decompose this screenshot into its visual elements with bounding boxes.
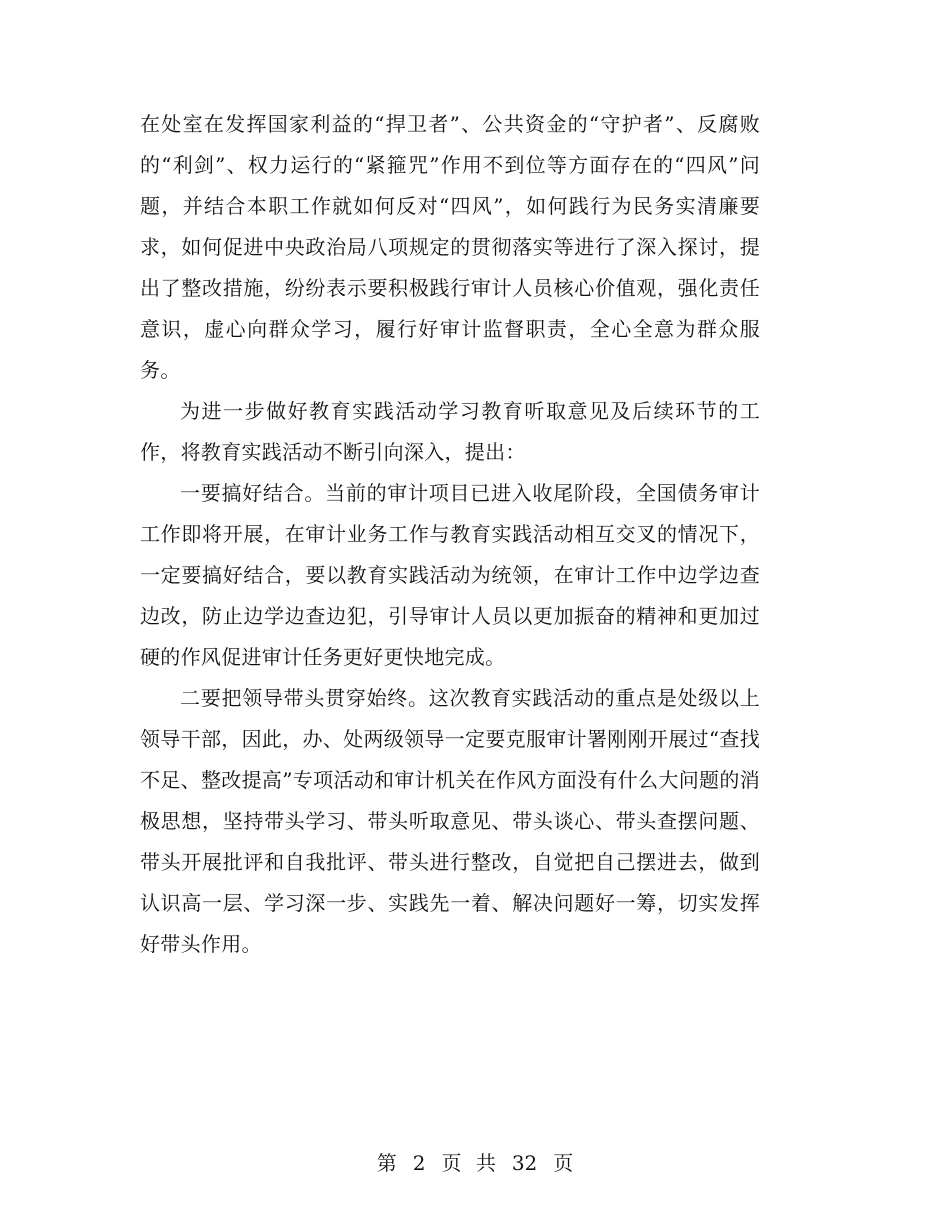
paragraph-1: 在处室在发挥国家利益的“捍卫者”、公共资金的“守护者”、反腐败的“利剑”、权力运行的“紧箍咒”作用不到位等方面存在的“四风”问题，并结合本职工作就如何反对“四风”，如何践行为民务实清廉要求，如何促进中央政治局八项规定的贯彻落实等进行了深入探讨，提出了整改措施，纷纷表示要积极践行审计人员核心价值观，强化责任意识，虚心向群众学习，履行好审计监督职责，全心全意为群众服务。 [140, 112, 760, 382]
footer-suffix: 页 [553, 1151, 574, 1175]
paragraph-2: 为进一步做好教育实践活动学习教育听取意见及后续环节的工作，将教育实践活动不断引向深入，提出： [140, 399, 760, 464]
current-page-number: 2 [412, 1151, 426, 1175]
footer-total-prefix: 共 [475, 1151, 496, 1175]
paragraph-4: 二要把领导带头贯穿始终。这次教育实践活动的重点是处级以上领导干部，因此，办、处两级领导一定要克服审计署刚刚开展过“查找不足、整改提高”专项活动和审计机关在作风方面没有什么大问题的消极思想，坚持带头学习、带头听取意见、带头谈心、带头查摆问题、带头开展批评和自我批评、带头进行整改，自觉把自己摆进去，做到认识高一层、学习深一步、实践先一着、解决问题好一筹，切实发挥好带头作用。 [140, 686, 760, 956]
footer-page-word: 页 [441, 1151, 462, 1175]
paragraph-3: 一要搞好结合。当前的审计项目已进入收尾阶段，全国债务审计工作即将开展，在审计业务工作与教育实践活动相互交叉的情况下，一定要搞好结合，要以教育实践活动为统领，在审计工作中边学边查边改，防止边学边查边犯，引导审计人员以更加振奋的精神和更加过硬的作风促进审计任务更好更快地完成。 [140, 481, 760, 669]
document-body [140, 104, 760, 965]
total-page-count: 32 [511, 1151, 538, 1175]
footer-prefix: 第 [376, 1151, 397, 1175]
page-footer [0, 1148, 950, 1178]
